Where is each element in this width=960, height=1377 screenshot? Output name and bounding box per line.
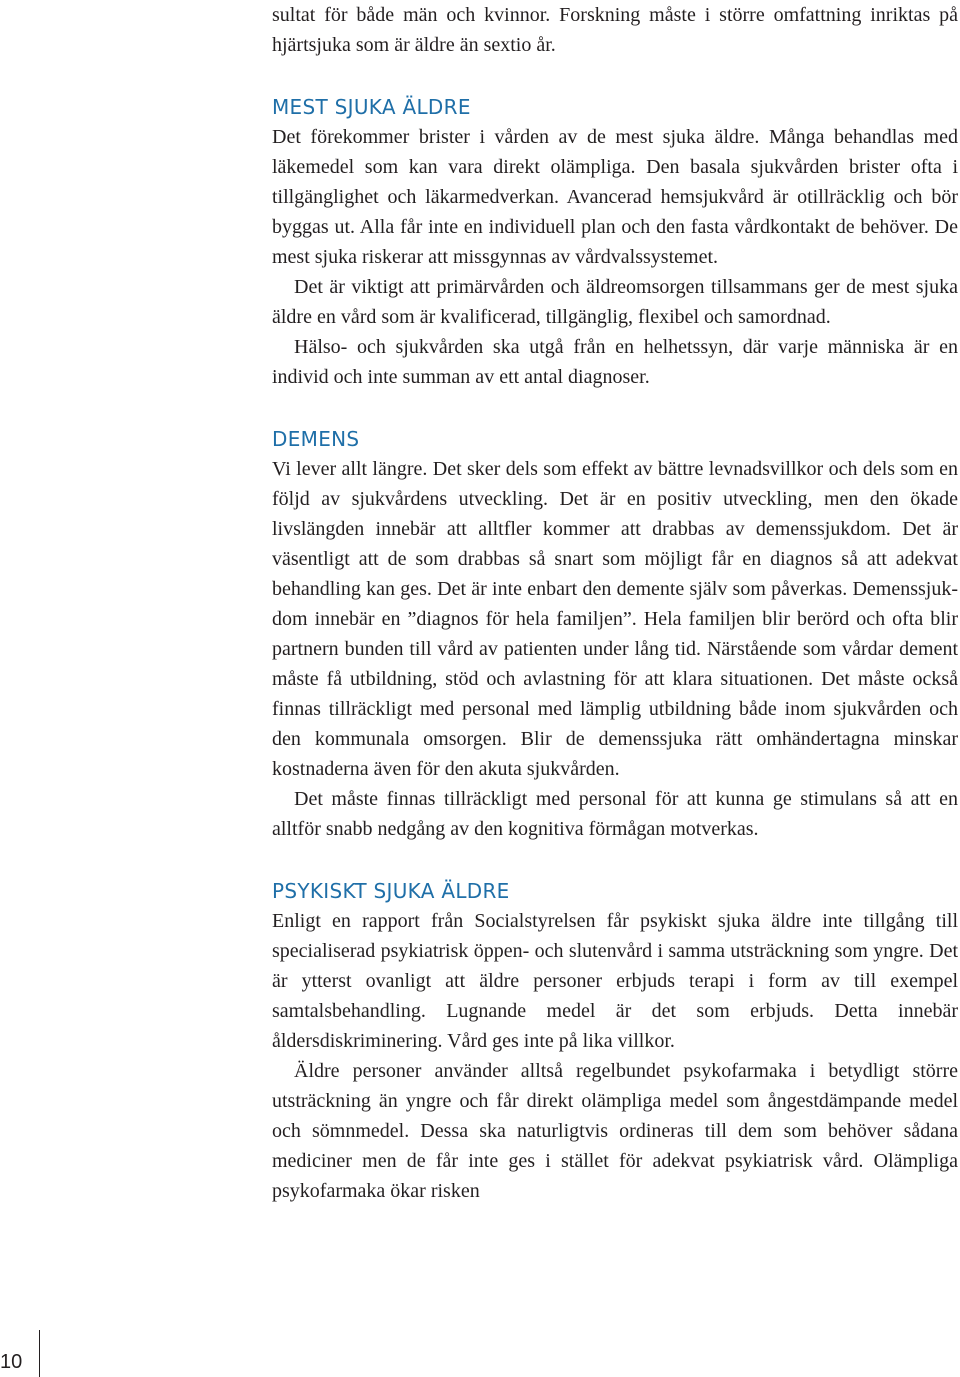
article-body [272,0,958,1206]
intro-paragraph: sultat för både män och kvinnor. Forskning måste i större omfattning inriktas på hjärtsjuka som är äldre än sextio år. [272,4,958,56]
psykiskt-sjuka-paragraph-2: Äldre personer använder alltså regelbundet psykofarmaka i betydligt större utsträckning än yngre och får direkt olämpliga medel som ångestdämpande medel och sömnmedel. Dessa ska naturligtvis ordineras till dem som behöver sådana mediciner men de får inte ges i stället för adekvat psykiatrisk vård. Olämpliga psykofarmaka ökar risken [272,1060,958,1202]
section-spacer [272,60,958,92]
section-heading-demens: DEMENS [272,427,360,451]
page-margin-rule [39,1330,40,1377]
section-spacer [272,844,958,876]
page-number: 10 [0,1351,23,1373]
section-heading-psykiskt-sjuka: PSYKISKT SJUKA ÄLDRE [272,879,510,903]
section-heading-mest-sjuka: MEST SJUKA ÄLDRE [272,95,471,119]
mest-sjuka-paragraph-2: Det är viktigt att primärvården och äldreomsorgen tillsammans ger de mest sjuka äldre en vård som är kvalificerad, tillgänglig, flexibel och samordnad. [272,276,958,328]
psykiskt-sjuka-paragraph-1: Enligt en rapport från Socialstyrelsen får psykiskt sjuka äldre inte tillgång till specialiserad psykiatrisk öppen- och slutenvård i samma utsträckning som yngre. Det är ytterst ovanligt att äldre personer erbjuds terapi i form av till exempel samtalsbehandling. Lugnande medel är det som erbjuds. Detta innebär åldersdiskriminering. Vård ges inte på lika villkor. [272,910,958,1052]
demens-paragraph-1: Vi lever allt längre. Det sker dels som effekt av bättre levnadsvillkor och dels som en följd av sjukvårdens utveckling. Det är en positiv utveckling, men den ökade livslängden innebär att alltfler kommer att drabbas av demenssjukdom. Det är väsentligt att de som drabbas så snart som möjligt får en diagnos så att adekvat behandling kan ges. Det är inte enbart den demente själv som påverkas. Demenssjukdom innebär en ”diagnos för hela familjen”. Hela familjen blir berörd och ofta blir partnern bunden till vård av patienten under lång tid. Närstående som vårdar dement måste få utbildning, stöd och avlastning för att klara situationen. Det måste också finnas tillräckligt med personal med lämplig utbildning både inom sjukvården och den kommunala omsorgen. Blir de demenssjuka rätt omhändertagna minskar kostnaderna även för den akuta sjukvården. [272,458,958,780]
mest-sjuka-paragraph-3: Hälso- och sjukvården ska utgå från en helhetssyn, där varje människa är en individ och inte summan av ett antal diagnoser. [272,336,958,388]
section-spacer [272,392,958,424]
mest-sjuka-paragraph-1: Det förekommer brister i vården av de mest sjuka äldre. Många behandlas med läkemedel som kan vara direkt olämpliga. Den basala sjukvården brister ofta i tillgänglighet och läkarmedverkan. Avancerad hemsjukvård är otillräcklig och bör byggas ut. Alla får inte en individuell plan och den fasta vårdkontakt de behöver. De mest sjuka riskerar att missgynnas av vårdvalssystemet. [272,126,958,268]
demens-paragraph-2: Det måste finnas tillräckligt med personal för att kunna ge stimulans så att en alltför snabb nedgång av den kognitiva förmågan motverkas. [272,788,958,840]
